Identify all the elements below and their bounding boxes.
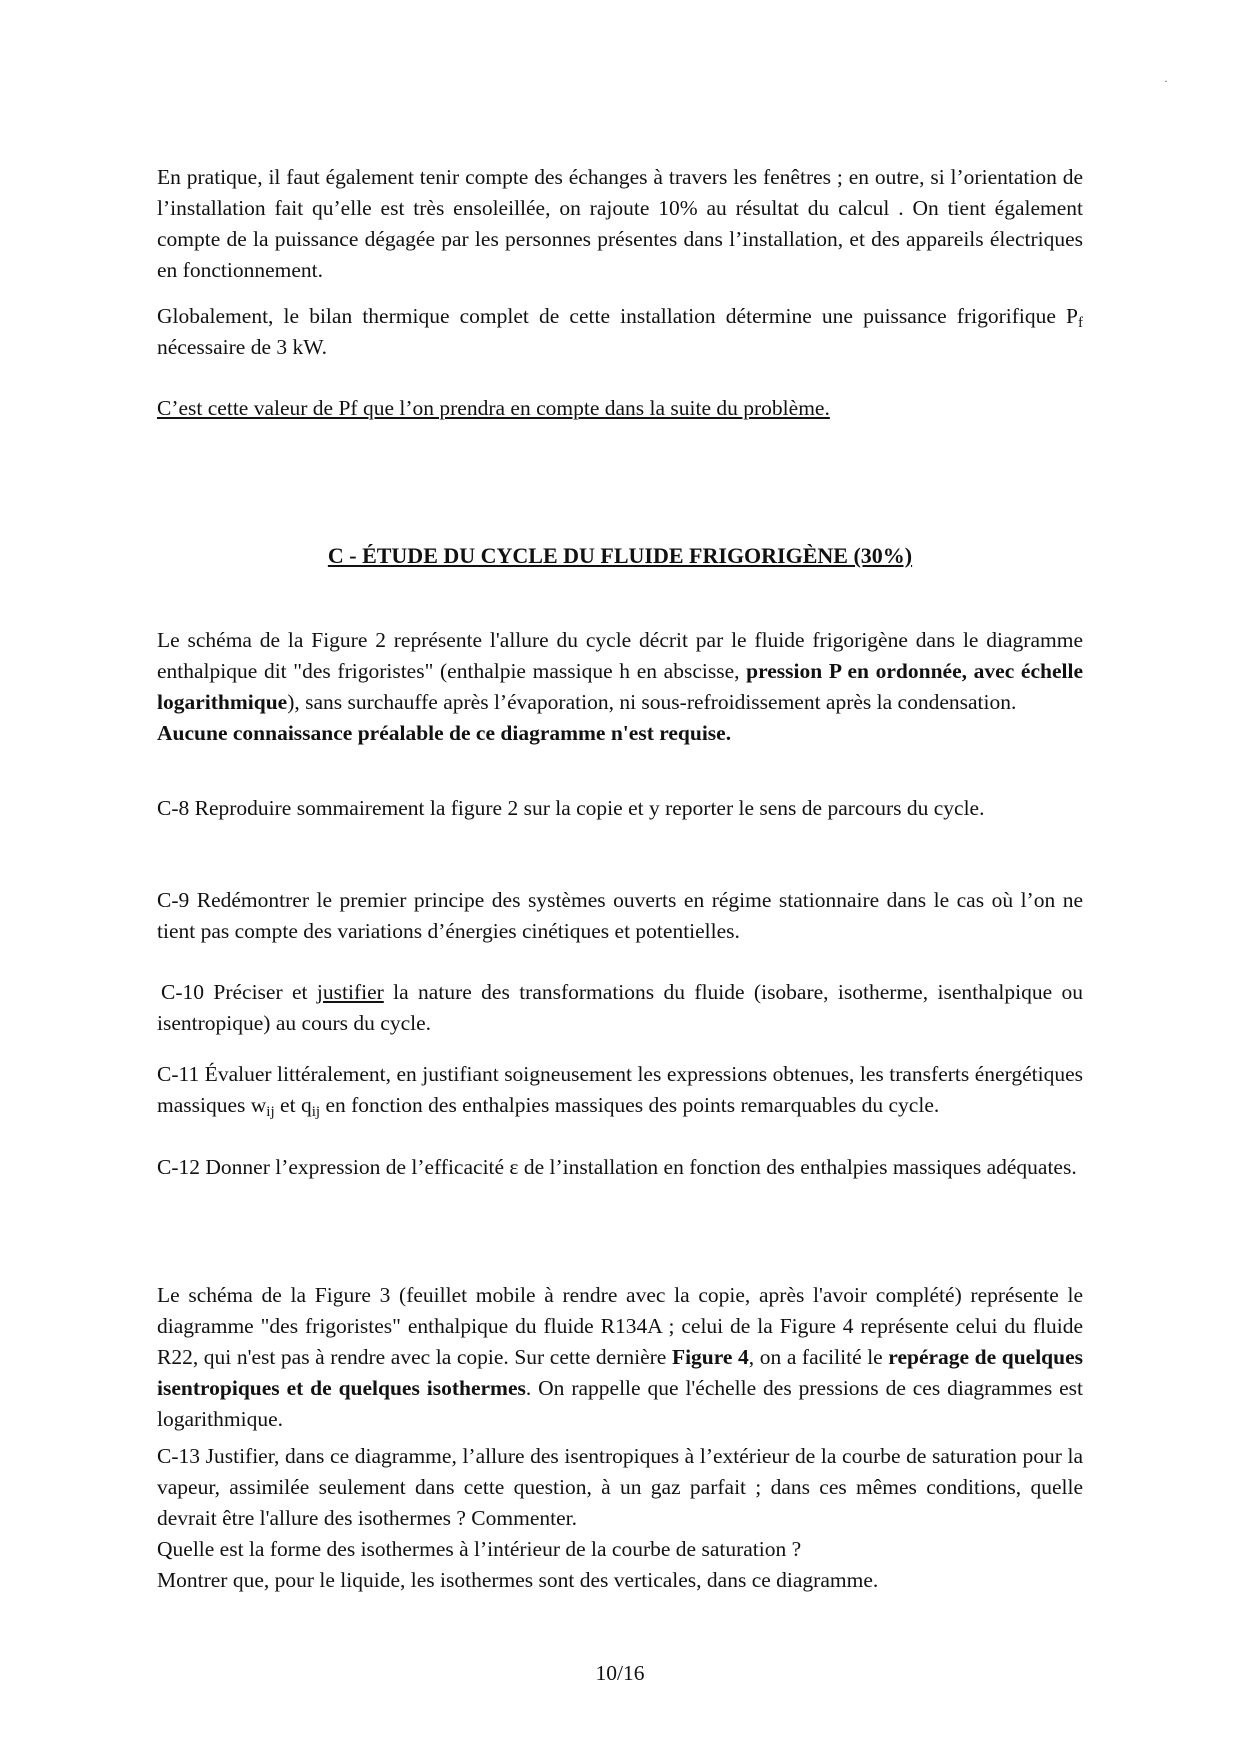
text-run: en fonction des enthalpies massiques des points remarquables du cycle. — [320, 1093, 940, 1117]
question-c9: C-9 Redémontrer le premier principe des systèmes ouverts en régime stationnaire dans le cas où l’on ne tient pas compte des variations d’énergies cinétiques et potentielles. — [157, 888, 1083, 943]
question-c11 — [157, 1059, 1083, 1121]
paragraph-global-balance — [157, 301, 1083, 363]
subscript: ij — [311, 1104, 321, 1120]
bold-run: pression P en ordonnée, avec échelle logarithmique — [157, 659, 1083, 714]
question-c12: C-12 Donner l’expression de l’efficacité ε de l’installation en fonction des enthalpies massiques adéquates. — [157, 1155, 1077, 1179]
bold-run: repérage de quelques isentropiques et de quelques isothermes — [157, 1345, 1083, 1400]
paragraph-windows: En pratique, il faut également tenir compte des échanges à travers les fenêtres ; en outre, si l’orientation de l’installation fait qu’elle est très ensoleillée, on rajoute 10% au résultat du calcul . On tient également compte de la puissance dégagée par les personnes présentes dans l’installation, et des appareils électriques en fonctionnement. — [157, 165, 1083, 282]
text-run: nécessaire de 3 kW. — [157, 335, 327, 359]
text-run: C-10 Préciser et — [161, 980, 317, 1004]
paragraph-figure2-intro — [157, 625, 1083, 749]
subscript: f — [1077, 315, 1083, 331]
text-run: Le schéma de la Figure 3 (feuillet mobile à rendre avec la copie, après l'avoir complété) représente le diagramme "des frigoristes" enthalpique du fluide R134A ; celui de la Figure 4 représente celui du fluide R22, qui n'est pas à rendre avec la copie. Sur cette dernière — [157, 1283, 1083, 1369]
underlined-word: justifier — [316, 980, 384, 1004]
question-c10 — [157, 977, 1083, 1039]
text-run: , on a facilité le — [748, 1345, 889, 1369]
question-c13 — [157, 1441, 1083, 1596]
text-run: Montrer que, pour le liquide, les isothermes sont des verticales, dans ce diagramme. — [157, 1568, 879, 1592]
section-heading: C - ÉTUDE DU CYCLE DU FLUIDE FRIGORIGÈNE (30%) — [327, 543, 913, 568]
text-run: la nature des transformations du fluide (isobare, isotherme, isenthalpique ou isentropique) au cours du cycle. — [157, 980, 1083, 1035]
subscript: ij — [266, 1104, 275, 1120]
paragraph-pf-note: C’est cette valeur de Pf que l’on prendra en compte dans la suite du problème. — [157, 396, 830, 420]
text-run: C-13 Justifier, dans ce diagramme, l’allure des isentropiques à l’extérieur de la courbe de saturation pour la vapeur, assimilée seulement dans cette question, à un gaz parfait ; dans ces mêmes conditions, quelle devrait être l'allure des isothermes ? Commenter. — [157, 1444, 1083, 1530]
paragraph-figure3 — [157, 1280, 1083, 1435]
text-run: Le schéma de la Figure 2 représente l'allure du cycle décrit par le fluide frigorigène dans le diagramme enthalpique dit "des frigoristes" (enthalpie massique h en abscisse, — [157, 628, 1083, 683]
question-c8: C-8 Reproduire sommairement la figure 2 sur la copie et y reporter le sens de parcours du cycle. — [157, 796, 985, 820]
bold-run: Figure 4 — [671, 1345, 749, 1369]
text-run: . On rappelle que l'échelle des pressions de ces diagrammes est logarithmique. — [157, 1376, 1083, 1431]
text-run: Quelle est la forme des isothermes à l’intérieur de la courbe de saturation ? — [157, 1537, 802, 1561]
text-run: Globalement, le bilan thermique complet de cette installation détermine une puissance frigorifique P — [157, 304, 1078, 328]
bold-note: Aucune connaissance préalable de ce diagramme n'est requise. — [157, 721, 732, 745]
text-run: et q — [274, 1093, 312, 1117]
page-number: 10/16 — [595, 1661, 645, 1685]
text-run: C-11 Évaluer littéralement, en justifiant soigneusement les expressions obtenues, les transferts énergétiques massiques w — [157, 1062, 1083, 1117]
text-run: ), sans surchauffe après l’évaporation, ni sous-refroidissement après la condensation. — [287, 690, 1017, 714]
scan-speck: · — [1164, 74, 1168, 88]
